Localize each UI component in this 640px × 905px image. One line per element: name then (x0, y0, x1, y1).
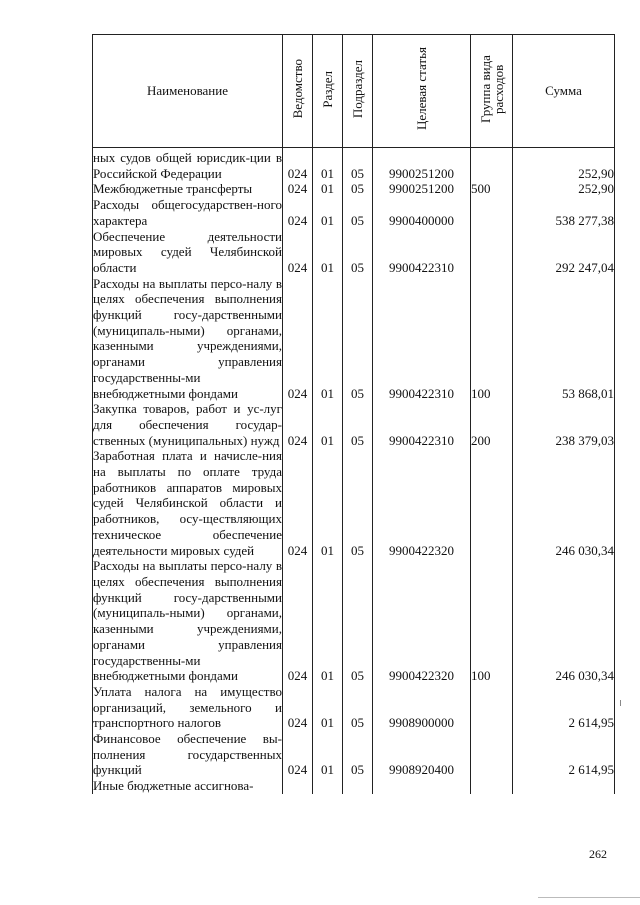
row-name: Закупка товаров, работ и ус-луг для обеспечения государ-ственных (муниципальных) нужд (93, 401, 282, 448)
header-name: Наименование (93, 35, 283, 148)
row-razdel: 01 (313, 148, 343, 182)
table-row (93, 181, 615, 197)
row-ved: 024 (283, 197, 313, 228)
row-razdel: 01 (313, 558, 343, 684)
scan-mark (620, 700, 621, 706)
row-celevaya: 9900251200 (373, 181, 471, 197)
row-gruppa: 100 (471, 276, 513, 402)
row-summa: 2 614,95 (513, 731, 615, 778)
row-celevaya: 9900422320 (373, 558, 471, 684)
row-summa: 252,90 (513, 181, 615, 197)
table-header-row (93, 35, 615, 148)
row-gruppa (471, 778, 513, 794)
row-name: Расходы общегосударствен-ного характера (93, 197, 282, 228)
row-ved: 024 (283, 401, 313, 448)
row-razdel: 01 (313, 448, 343, 558)
row-gruppa (471, 731, 513, 778)
row-summa: 292 247,04 (513, 229, 615, 276)
row-podrazdel: 05 (343, 684, 373, 731)
row-summa: 2 614,95 (513, 684, 615, 731)
row-razdel (313, 778, 343, 794)
row-summa: 538 277,38 (513, 197, 615, 228)
row-podrazdel: 05 (343, 276, 373, 402)
row-gruppa (471, 197, 513, 228)
row-podrazdel (343, 778, 373, 794)
row-podrazdel: 05 (343, 731, 373, 778)
row-summa: 238 379,03 (513, 401, 615, 448)
row-name: Расходы на выплаты персо-налу в целях обеспечения выполнения функций госу-дарственными (муниципаль-ными) органами, казенными учреждениями, органами управления государственны-ми внебюджетными фондами (93, 275, 282, 401)
row-name: ных судов общей юрисдик-ции в Российской Федерации (93, 148, 283, 182)
row-ved: 024 (283, 448, 313, 558)
row-gruppa: 200 (471, 401, 513, 448)
row-podrazdel: 05 (343, 148, 373, 182)
row-ved: 024 (283, 731, 313, 778)
row-podrazdel: 05 (343, 448, 373, 558)
row-summa (513, 778, 615, 794)
row-podrazdel: 05 (343, 197, 373, 228)
row-ved: 024 (283, 684, 313, 731)
budget-table (92, 34, 615, 794)
row-podrazdel: 05 (343, 229, 373, 276)
row-podrazdel: 05 (343, 401, 373, 448)
table-row (93, 778, 615, 794)
table-row (93, 448, 615, 558)
row-razdel: 01 (313, 731, 343, 778)
header-celevaya: Целевая статья (373, 35, 471, 148)
row-summa: 53 868,01 (513, 276, 615, 402)
row-gruppa (471, 448, 513, 558)
row-ved: 024 (283, 276, 313, 402)
row-ved: 024 (283, 148, 313, 182)
page-number: 262 (589, 847, 607, 861)
row-gruppa (471, 148, 513, 182)
row-razdel: 01 (313, 197, 343, 228)
row-celevaya: 9900251200 (373, 148, 471, 182)
row-summa: 246 030,34 (513, 448, 615, 558)
row-summa: 246 030,34 (513, 558, 615, 684)
row-ved: 024 (283, 229, 313, 276)
row-name: Уплата налога на имущество организаций, земельного и транспортного налогов (93, 683, 282, 731)
table-row (93, 731, 615, 778)
row-celevaya: 9900422310 (373, 229, 471, 276)
table-row (93, 401, 615, 448)
row-ved: 024 (283, 181, 313, 197)
table-row (93, 276, 615, 402)
table-row (93, 558, 615, 684)
row-name: Расходы на выплаты персо-налу в целях обеспечения выполнения функций госу-дарственными (муниципаль-ными) органами, казенными учреждениями, органами управления государственны-ми внебюджетными фондами (93, 558, 282, 684)
row-name: Обеспечение деятельности мировых судей Челябинской области (93, 228, 282, 275)
row-celevaya: 9900422310 (373, 276, 471, 402)
row-name: Заработная плата и начисле-ния на выплаты по оплате труда работников аппаратов мировых судей Челябинской области и работников, осу-ществляющих техническое обеспечение деятельности мировых судей (93, 448, 282, 558)
row-gruppa (471, 229, 513, 276)
table-row (93, 229, 615, 276)
row-celevaya: 9908900000 (373, 684, 471, 731)
row-gruppa (471, 684, 513, 731)
row-podrazdel: 05 (343, 181, 373, 197)
row-razdel: 01 (313, 229, 343, 276)
table-row (93, 197, 615, 228)
row-summa: 252,90 (513, 148, 615, 182)
row-celevaya: 9908920400 (373, 731, 471, 778)
row-podrazdel: 05 (343, 558, 373, 684)
header-podrazdel: Подраздел (343, 35, 373, 148)
row-gruppa: 100 (471, 558, 513, 684)
row-razdel: 01 (313, 401, 343, 448)
header-summa: Сумма (513, 35, 615, 148)
row-razdel: 01 (313, 276, 343, 402)
row-celevaya (373, 778, 471, 794)
row-celevaya: 9900422320 (373, 448, 471, 558)
bottom-rule (538, 897, 640, 898)
header-razdel: Раздел (313, 35, 343, 148)
row-celevaya: 9900400000 (373, 197, 471, 228)
row-name: Иные бюджетные ассигнова- (93, 778, 283, 794)
header-gruppa: Группа вида расходов (471, 35, 513, 148)
row-celevaya: 9900422310 (373, 401, 471, 448)
row-name: Межбюджетные трансферты (93, 181, 283, 197)
row-gruppa: 500 (471, 181, 513, 197)
row-razdel: 01 (313, 181, 343, 197)
header-ved: Ведомство (283, 35, 313, 148)
row-ved (283, 778, 313, 794)
table-row (93, 148, 615, 182)
row-razdel: 01 (313, 684, 343, 731)
row-ved: 024 (283, 558, 313, 684)
table-row (93, 684, 615, 731)
row-name: Финансовое обеспечение вы-полнения государственных функций (93, 731, 282, 778)
